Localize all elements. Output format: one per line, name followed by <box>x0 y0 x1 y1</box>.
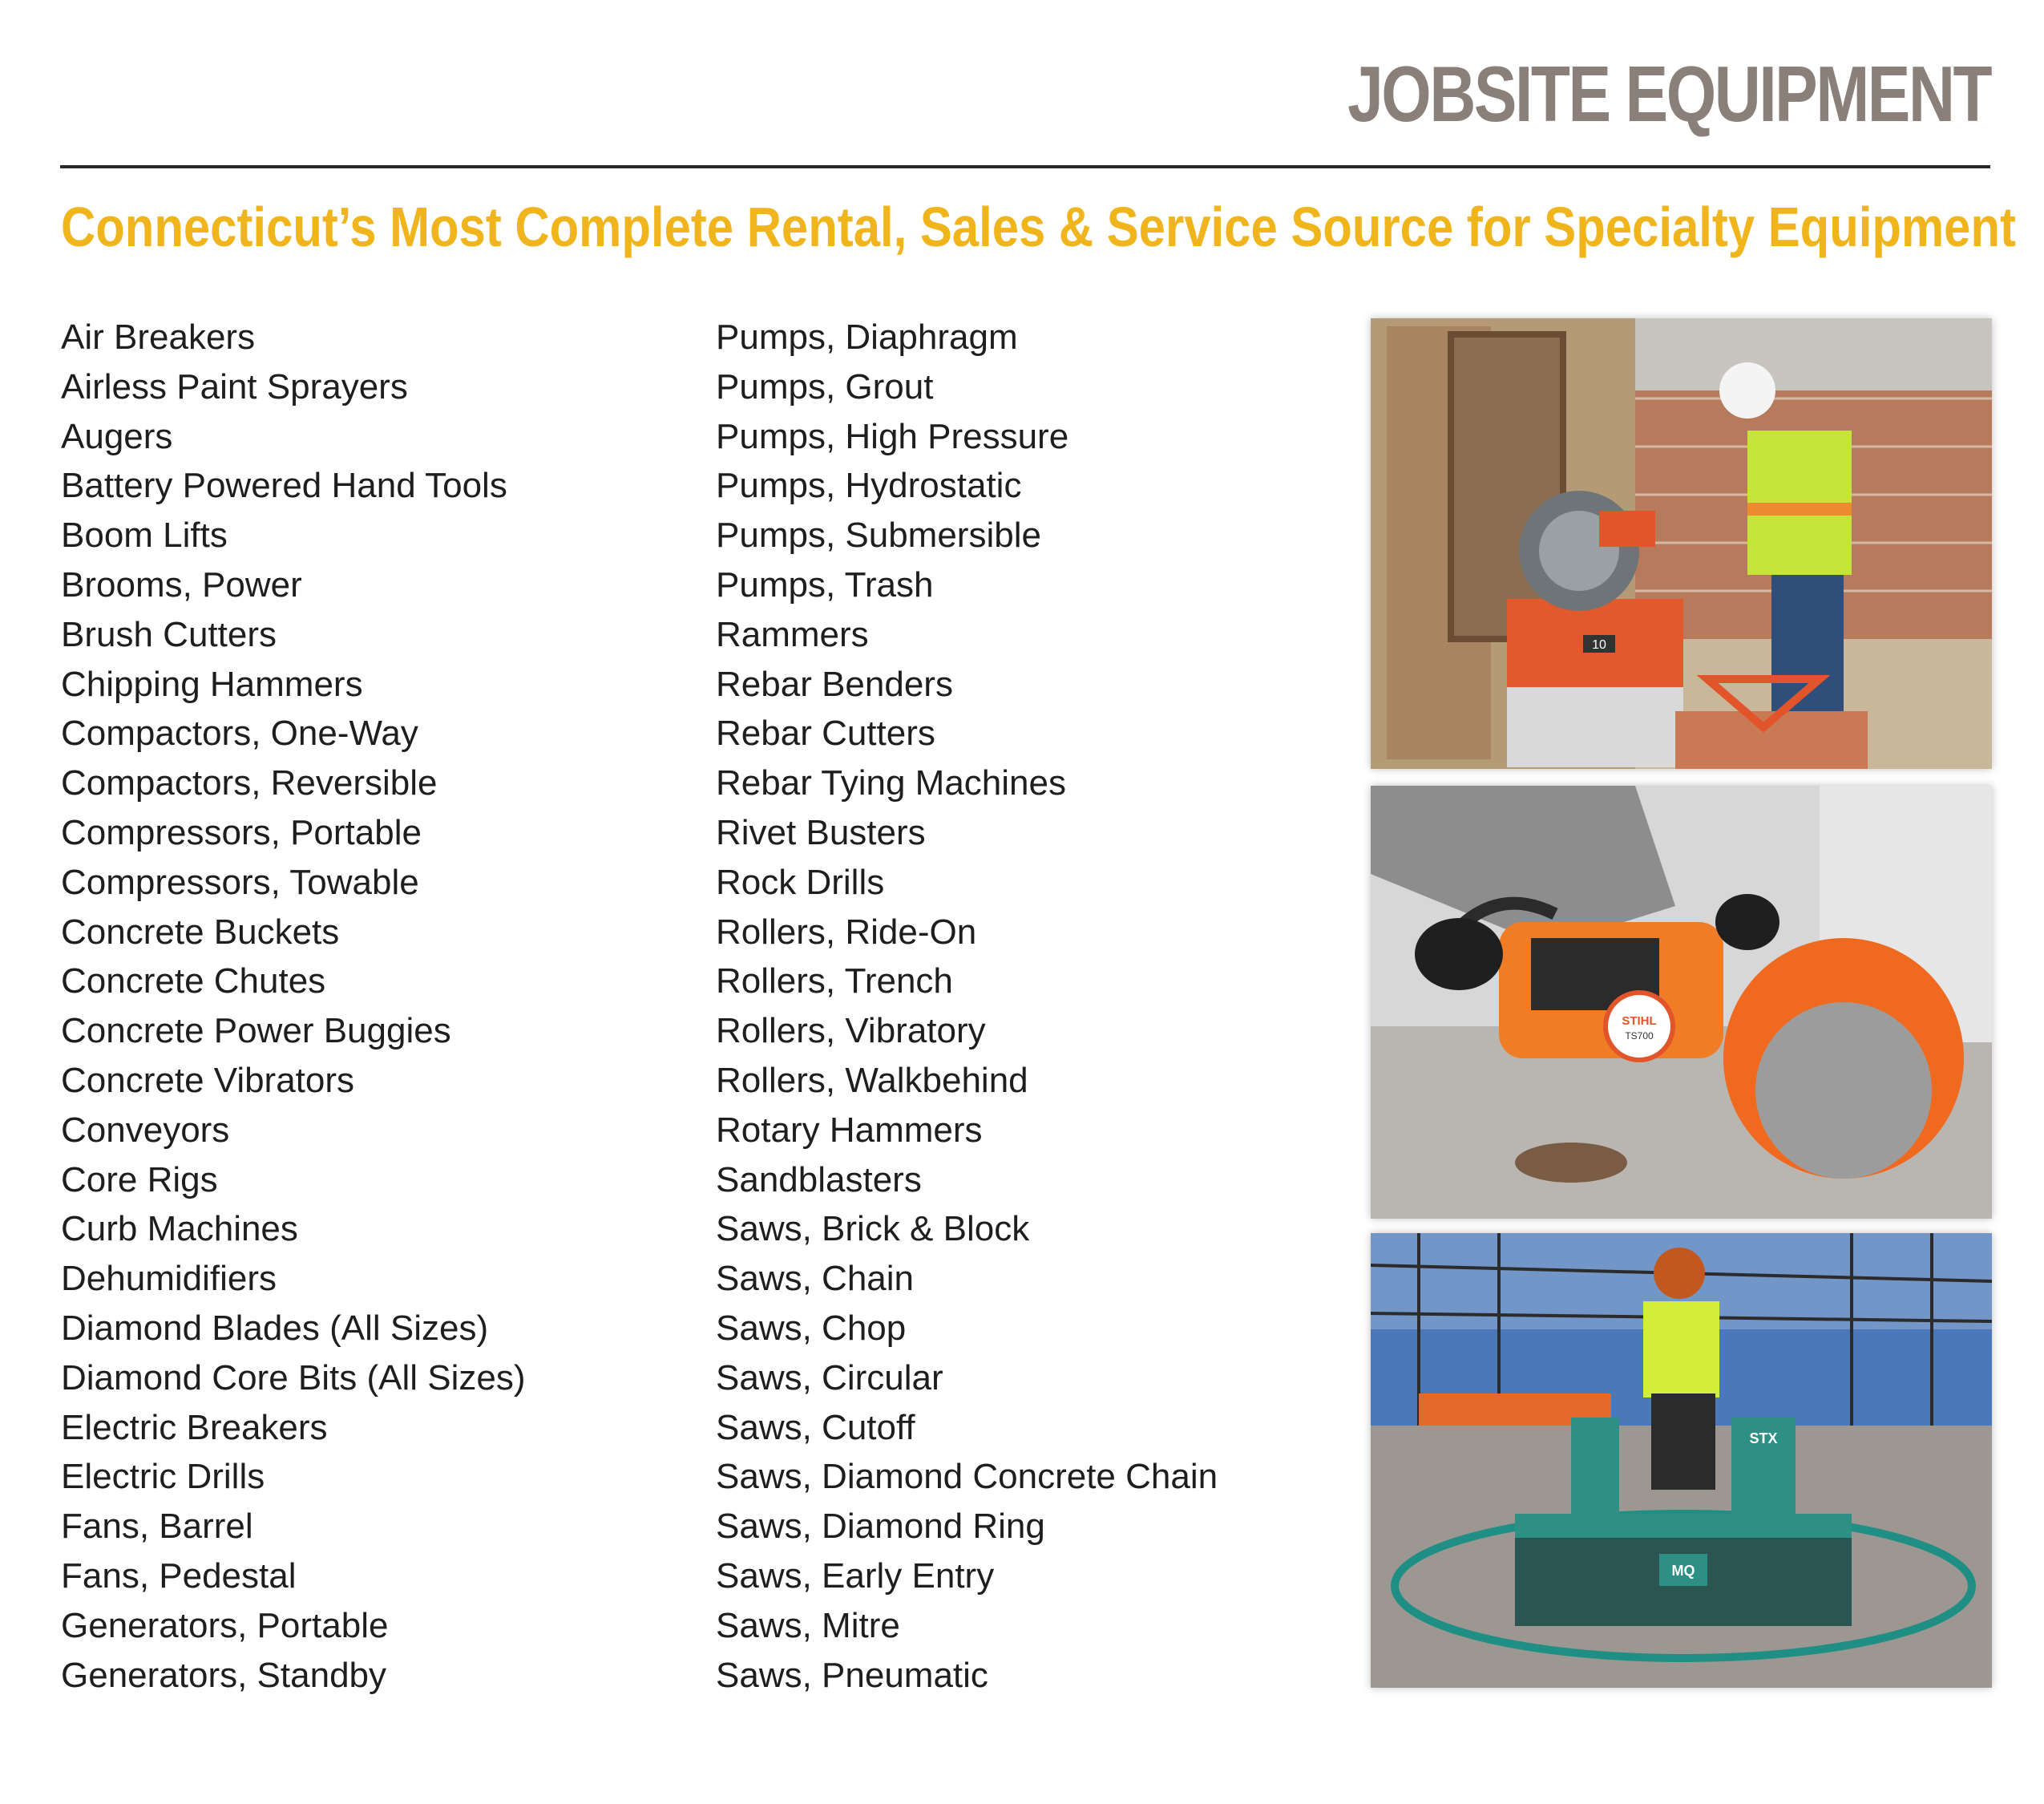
equipment-list-item: Rammers <box>716 614 869 654</box>
equipment-list-item: Diamond Core Bits (All Sizes) <box>61 1357 526 1397</box>
equipment-list-item: Rollers, Walkbehind <box>716 1060 1028 1100</box>
saw-brand: STIHL <box>1622 1014 1657 1028</box>
equipment-list-item: Compactors, Reversible <box>61 763 438 803</box>
equipment-list-item: Saws, Pneumatic <box>716 1655 988 1695</box>
header-divider <box>60 165 1990 168</box>
saw-model: TS700 <box>1625 1030 1654 1042</box>
equipment-list-item: Rebar Tying Machines <box>716 763 1066 803</box>
equipment-list-item: Diamond Blades (All Sizes) <box>61 1308 489 1348</box>
equipment-list-item: Saws, Cutoff <box>716 1407 915 1447</box>
equipment-list-column-1 <box>61 313 526 1700</box>
equipment-list-item: Saws, Chop <box>716 1308 907 1348</box>
equipment-list-item: Concrete Buckets <box>61 912 340 952</box>
equipment-list-item: Pumps, Diaphragm <box>716 318 1018 357</box>
page-title: JOBSITE EQUIPMENT <box>1347 50 1990 138</box>
equipment-list-item: Brooms, Power <box>61 564 302 605</box>
equipment-list-item: Augers <box>61 416 173 456</box>
equipment-list-item: Compressors, Portable <box>61 812 422 852</box>
tagline: Connecticut’s Most Complete Rental, Sales & Service Source for Specialty Equipment <box>61 196 2016 258</box>
equipment-list-item: Generators, Standby <box>61 1655 387 1695</box>
equipment-list-item: Rebar Cutters <box>716 714 935 754</box>
equipment-list-item: Pumps, Trash <box>716 564 934 605</box>
photo-cutoff-saw <box>1371 786 1992 1219</box>
equipment-list-item: Saws, Brick & Block <box>716 1209 1030 1249</box>
equipment-list-item: Pumps, Grout <box>716 366 934 407</box>
equipment-list-item: Curb Machines <box>61 1209 298 1249</box>
equipment-list-item: Fans, Barrel <box>61 1507 253 1547</box>
equipment-list-item: Concrete Chutes <box>61 961 326 1001</box>
equipment-list-item: Dehumidifiers <box>61 1259 277 1299</box>
equipment-list-item: Sandblasters <box>716 1159 922 1199</box>
equipment-list-item: Saws, Circular <box>716 1357 943 1397</box>
equipment-list-item: Rotary Hammers <box>716 1110 983 1150</box>
equipment-list-item: Fans, Pedestal <box>61 1555 297 1596</box>
equipment-list-item: Compactors, One-Way <box>61 714 418 754</box>
equipment-list-item: Rivet Busters <box>716 812 926 852</box>
equipment-list-item: Brush Cutters <box>61 614 277 654</box>
equipment-list-item: Concrete Vibrators <box>61 1060 355 1100</box>
equipment-list-item: Battery Powered Hand Tools <box>61 466 507 506</box>
saw-label: 10 <box>1592 638 1606 652</box>
equipment-list-item: Saws, Diamond Concrete Chain <box>716 1457 1218 1497</box>
equipment-list-item: Airless Paint Sprayers <box>61 366 408 407</box>
equipment-list-column-2 <box>716 313 1218 1700</box>
equipment-list-item: Compressors, Towable <box>61 862 419 902</box>
equipment-list-item: Rollers, Ride-On <box>716 912 977 952</box>
trowel-model: STX <box>1749 1430 1778 1446</box>
equipment-list-item: Concrete Power Buggies <box>61 1011 451 1051</box>
photo-brick-saw-worker <box>1371 318 1992 769</box>
equipment-list-item: Rebar Benders <box>716 664 953 704</box>
equipment-list-item: Saws, Diamond Ring <box>716 1507 1045 1547</box>
equipment-list-item: Pumps, Submersible <box>716 516 1041 556</box>
equipment-list-item: Core Rigs <box>61 1159 218 1199</box>
equipment-list-item: Rollers, Trench <box>716 961 953 1001</box>
equipment-list-item: Rollers, Vibratory <box>716 1011 986 1051</box>
equipment-list-item: Boom Lifts <box>61 516 228 556</box>
equipment-list-item: Saws, Mitre <box>716 1605 900 1645</box>
equipment-list-item: Pumps, Hydrostatic <box>716 466 1022 506</box>
equipment-list-item: Rock Drills <box>716 862 885 902</box>
trowel-brand: MQ <box>1671 1563 1695 1579</box>
equipment-list-item: Generators, Portable <box>61 1605 389 1645</box>
equipment-list-item: Saws, Chain <box>716 1259 915 1299</box>
equipment-list-item: Pumps, High Pressure <box>716 416 1069 456</box>
equipment-list-item: Electric Drills <box>61 1457 265 1497</box>
equipment-list-item: Electric Breakers <box>61 1407 328 1447</box>
equipment-list-item: Chipping Hammers <box>61 664 363 704</box>
equipment-list-item: Air Breakers <box>61 318 256 357</box>
photo-ride-on-trowel <box>1371 1233 1992 1688</box>
equipment-list-item: Saws, Early Entry <box>716 1555 995 1596</box>
equipment-list-item: Conveyors <box>61 1110 230 1150</box>
